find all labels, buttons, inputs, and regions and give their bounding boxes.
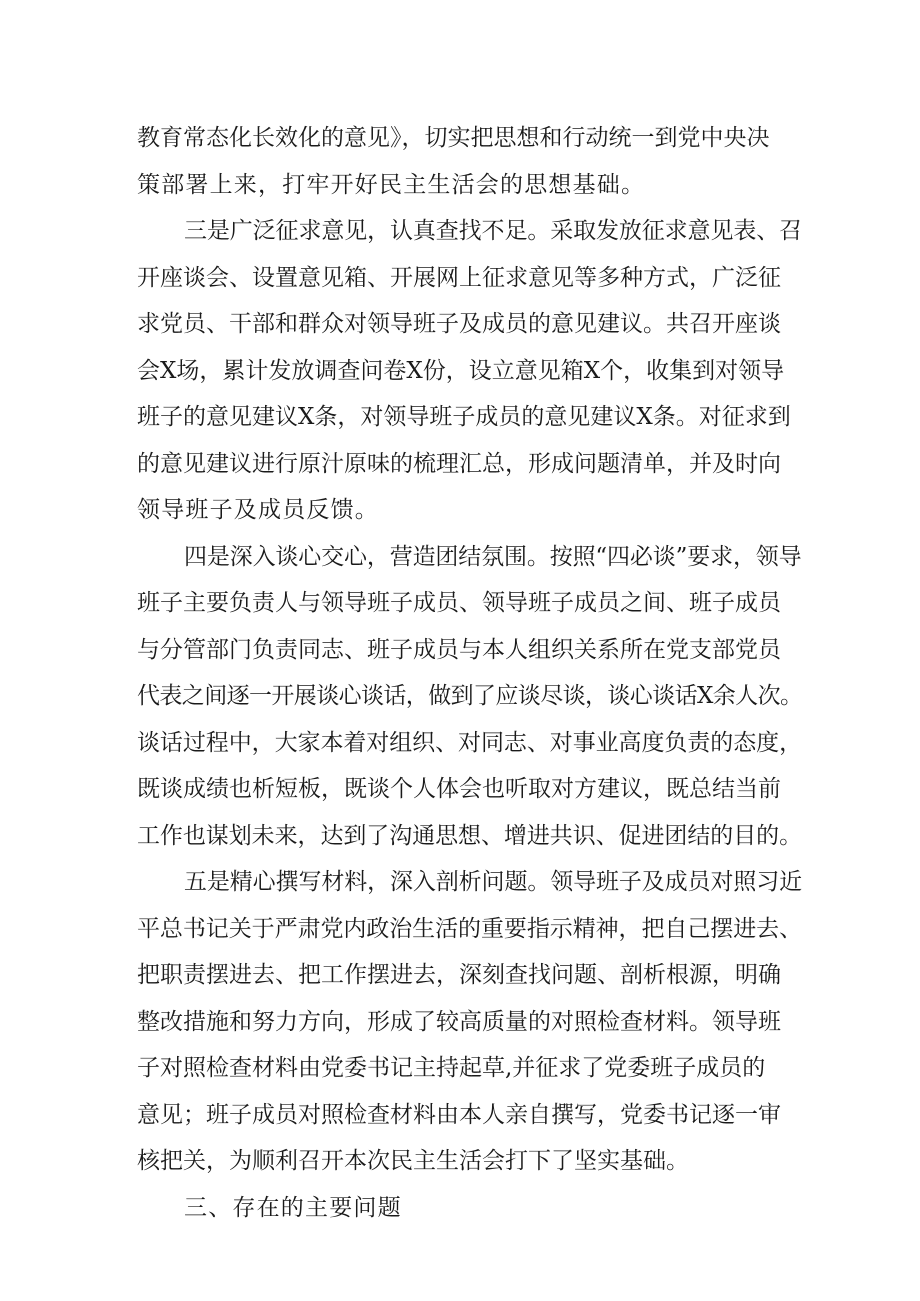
text-line: 代表之间逐一开展谈心谈话，做到了应谈尽谈，谈心谈话X余人次。 <box>137 683 803 709</box>
text-line: 整改措施和努力方向，形成了较高质量的对照检查材料。领导班 <box>137 1008 781 1035</box>
text-line: 会X场，累计发放调查问卷X份，设立意见箱X个，收集到对领导 <box>137 357 785 384</box>
text-line: 三是广泛征求意见，认真查找不足。采取发放征求意见表、召 <box>184 218 803 244</box>
paragraph-continuation <box>137 115 802 208</box>
text-line: 核把关，为顺利召开本次民主生活会打下了坚实基础。 <box>137 1148 689 1174</box>
text-line: 与分管部门负责同志、班子成员与本人组织关系所在党支部党员 <box>137 636 781 663</box>
text-line: 领导班子及成员反馈。 <box>137 497 379 523</box>
paragraph-heart-talks <box>137 534 802 860</box>
document-body <box>137 115 802 1231</box>
text-line: 三、存在的主要问题 <box>184 1194 402 1221</box>
paragraph-section-heading <box>137 1185 802 1232</box>
text-line: 工作也谋划未来，达到了沟通思想、增进共识、促进团结的目的。 <box>137 822 803 849</box>
text-line: 把职责摆进去、把工作摆进去，深刻查找问题、剖析根源，明确 <box>137 962 781 988</box>
text-line: 班子主要负责人与领导班子成员、领导班子成员之间、班子成员 <box>137 590 781 616</box>
text-line: 谈话过程中，大家本着对组织、对同志、对事业高度负责的态度， <box>137 729 803 756</box>
text-line: 四是深入谈心交心，营造团结氛围。按照“四必谈”要求，领导 <box>184 543 802 570</box>
text-line: 策部署上来，打牢开好民主生活会的思想基础。 <box>137 171 646 198</box>
text-line: 班子的意见建议X条，对领导班子成员的意见建议X条。对征求到 <box>137 404 791 430</box>
paragraph-writing-materials <box>137 859 802 1185</box>
text-line: 教育常态化长效化的意见》，切实把思想和行动统一到党中央决 <box>137 125 770 151</box>
text-line: 的意见建议进行原汁原味的梳理汇总，形成问题清单，并及时向 <box>137 450 781 477</box>
text-line: 五是精心撰写材料，深入剖析问题。领导班子及成员对照习近 <box>184 869 803 895</box>
text-line: 意见；班子成员对照检查材料由本人亲自撰写，党委书记逐一审 <box>137 1101 781 1128</box>
text-line: 子对照检查材料由党委书记主持起草,并征求了党委班子成员的 <box>137 1055 766 1081</box>
paragraph-solicit-opinions <box>137 208 802 534</box>
text-line: 求党员、干部和群众对领导班子及成员的意见建议。共召开座谈 <box>137 311 781 337</box>
text-line: 开座谈会、设置意见箱、开展网上征求意见等多种方式，广泛征 <box>137 264 781 291</box>
text-line: 既谈成绩也析短板，既谈个人体会也听取对方建议，既总结当前 <box>137 776 781 802</box>
text-line: 平总书记关于严肃党内政治生活的重要指示精神，把自己摆进去、 <box>137 915 803 942</box>
